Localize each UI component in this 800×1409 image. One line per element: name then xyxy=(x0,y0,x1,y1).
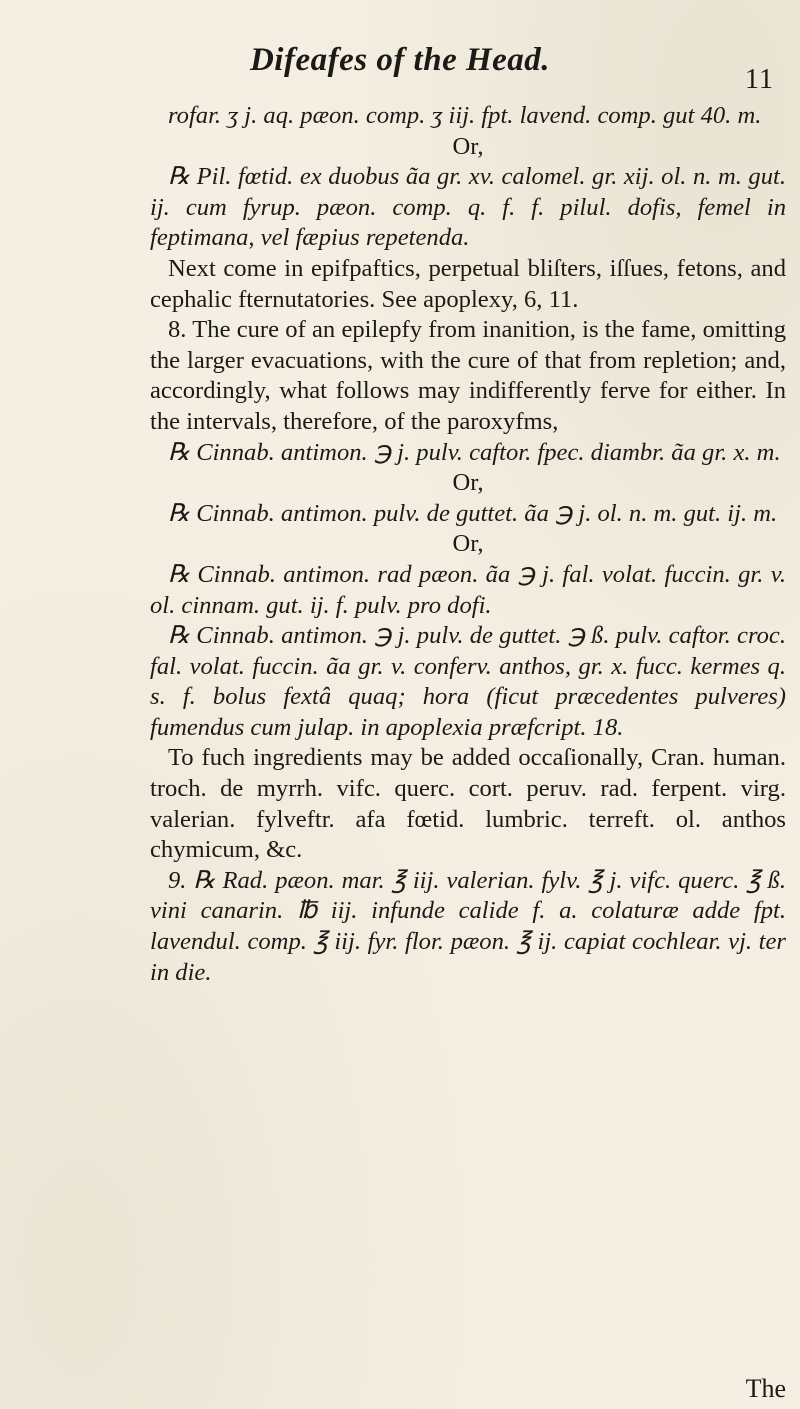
page-number: 11 xyxy=(745,64,774,95)
prescription-continuation: rofar. ʒ j. aq. pæon. comp. ʒ iij. fpt. lavend. comp. gut 40. m. xyxy=(168,102,762,129)
body-text xyxy=(150,101,786,988)
paragraph-ingredients: To fuch ingredients may be added occaſionally, Cran. human. troch. de myrrh. vifc. querc. cort. peruv. rad. ferpent. virg. valerian. fylveftr. afa fœtid. lumbric. terreft. ol. anthos chymicum, &c. xyxy=(150,744,786,864)
prescription-cinnabar-2: ℞ Cinnab. antimon. pulv. de guttet. ãa ℈ j. ol. n. m. gut. ij. m. xyxy=(168,499,778,527)
or-divider: Or, xyxy=(452,469,484,497)
running-head: Difeafes of the Head. xyxy=(249,42,551,78)
prescription-cinnabar-3: ℞ Cinnab. antimon. rad pæon. ãa ℈ j. fal. volat. fuccin. gr. v. ol. cinnam. gut. ij. f. pulv. pro dofi. xyxy=(150,560,786,619)
paragraph-section-8: 8. The cure of an epilepfy from inanition, is the fame, omitting the larger evacuations, with the cure of that from repletion; and, accordingly, what follows may indifferently ferve for either. In the intervals, therefore, of the paroxyfms, xyxy=(150,316,786,435)
paragraph-epispastics: Next come in epifpaftics, perpetual bliſters, iſſues, fetons, and cephalic fternutatories. See apoplexy, 6, 11. xyxy=(150,254,786,313)
or-divider: Or, xyxy=(452,132,484,160)
prescription-section-9: 9. ℞ Rad. pæon. mar. ℥ iij. valerian. fylv. ℥ j. vifc. querc. ℥ ß. vini canarin. ℔ iij. infunde calide f. a. colaturæ adde fpt. lavendul. comp. ℥ iij. fyr. flor. pæon. ℥ ij. capiat cochlear. vj. ter in die. xyxy=(150,866,786,986)
catchword: The xyxy=(745,1374,786,1403)
page-header xyxy=(0,42,800,95)
prescription-cinnabar-1: ℞ Cinnab. antimon. ℈ j. pulv. caftor. fpec. diambr. ãa gr. x. m. xyxy=(168,438,781,466)
prescription-pills: ℞ Pil. fœtid. ex duobus ãa gr. xv. calomel. gr. xij. ol. n. m. gut. ij. cum fyrup. pæon. comp. q. f. f. pilul. dofis, femel in feptimana, vel fæpius repetenda. xyxy=(150,163,786,252)
prescription-cinnabar-4: ℞ Cinnab. antimon. ℈ j. pulv. de guttet. ℈ ß. pulv. caftor. croc. fal. volat. fuccin. ãa gr. v. conferv. anthos, gr. x. fucc. kermes q. s. f. bolus fextâ quaq; hora (ficut præcedentes pulveres) fumendus cum julap. in apoplexia præfcript. 18. xyxy=(150,622,786,741)
or-divider: Or, xyxy=(452,530,484,558)
